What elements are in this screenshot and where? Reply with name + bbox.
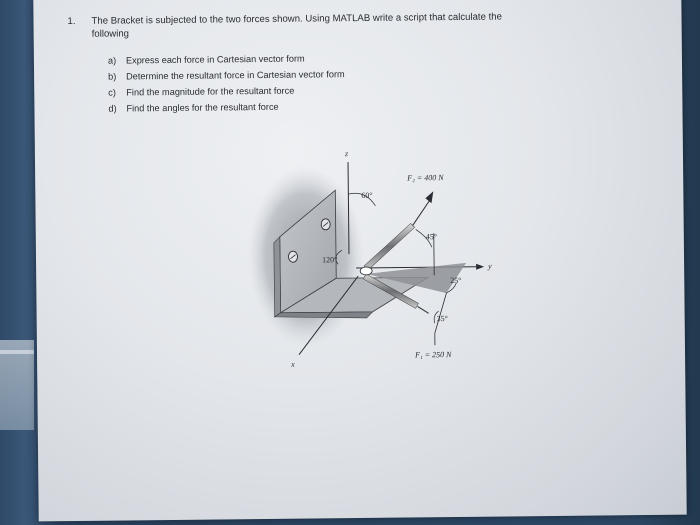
f2-vector-line bbox=[412, 199, 430, 225]
angle-25-label: 25° bbox=[450, 275, 462, 286]
subpart-b-text: Determine the resultant force in Cartesian vector form bbox=[126, 69, 345, 82]
f2-arrow-head bbox=[425, 191, 433, 203]
z-axis-label: z bbox=[344, 149, 349, 159]
x-axis-label: x bbox=[291, 359, 295, 369]
bracket-plate-edge bbox=[274, 237, 281, 317]
background-desk-highlight bbox=[0, 350, 34, 354]
subpart-c-key: c) bbox=[108, 87, 116, 98]
f2-label: F₂ = 400 N bbox=[407, 173, 444, 183]
question-text-continued: following bbox=[91, 28, 130, 40]
subpart-d-text: Find the angles for the resultant force bbox=[126, 101, 279, 114]
weld-ring bbox=[360, 267, 372, 275]
question-number: 1. bbox=[67, 15, 76, 28]
question-text: The Bracket is subjected to the two forces shown. Using MATLAB write a script that calculate the bbox=[91, 11, 502, 27]
subpart-b-key: b) bbox=[108, 71, 117, 82]
angle-35-label: 35° bbox=[436, 314, 448, 324]
angle-45-label: 45° bbox=[425, 232, 438, 242]
f1-label: F₁ = 250 N bbox=[414, 350, 452, 360]
subpart-a-text: Express each force in Cartesian vector form bbox=[125, 53, 305, 66]
angle-60-label: 60° bbox=[361, 190, 373, 200]
paper-sheet bbox=[33, 0, 686, 521]
subpart-d-key: d) bbox=[108, 103, 117, 114]
angle-120-label: 120° bbox=[321, 255, 338, 265]
y-axis-label: y bbox=[488, 261, 492, 271]
f2-rod bbox=[364, 223, 415, 270]
subpart-c-text: Find the magnitude for the resultant force bbox=[126, 85, 295, 98]
subpart-a-key: a) bbox=[107, 55, 117, 66]
y-axis-arrow bbox=[476, 264, 484, 270]
bracket-figure bbox=[33, 0, 686, 521]
f1-vector-line bbox=[418, 306, 429, 313]
